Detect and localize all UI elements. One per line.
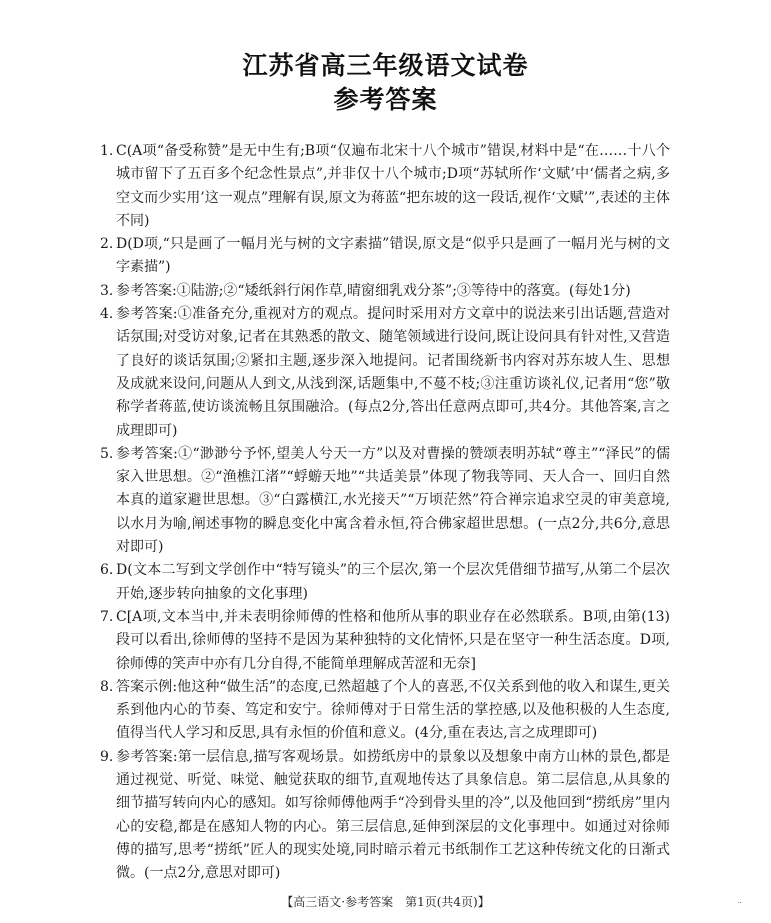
- answer-item-8: [100, 676, 670, 746]
- answer-text: D(文本二写到文学创作中“特写镜头”的三个层次,第一个层次凭借细节描写,从第二个层次开始,逐步转向抽象的文化事理): [116, 562, 670, 602]
- answer-number: 8.: [100, 678, 114, 695]
- answer-text: D(D项,“只是画了一幅月光与树的文字素描”错误,原文是“似乎只是画了一幅月光与树的文字素描”): [116, 236, 670, 276]
- answer-text: 答案示例:他这种“做生活”的态度,已然超越了个人的喜恶,不仅关系到他的收入和谋生,更关系到他内心的节奏、笃定和安宁。徐师傅对于日常生活的掌控感,以及他积极的人生态度,值得当代人学习和反思,具有永恒的价值和意义。(4分,重在表达,言之成理即可): [116, 678, 670, 742]
- answer-item-5: [100, 443, 670, 559]
- answer-item-2: [100, 233, 670, 280]
- answer-text: 参考答案:第一层信息,描写客观场景。如捞纸房中的景象以及想象中南方山林的景色,都是通过视觉、听觉、味觉、触觉获取的细节,直观地传达了具象信息。第二层信息,从具象的细节描写转向内心的感知。如写徐师傅他两手“冷到骨头里的冷”,以及他回到“捞纸房”里内心的安稳,都是在感知人物的内心。第三层信息,延伸到深层的文化事理中。如通过对徐师傅的描写,思考“捞纸”匠人的现实处境,同时暗示着元书纸制作工艺这种传统文化的日渐式微。(一点2分,意思对即可): [116, 748, 670, 882]
- answer-item-4: [100, 303, 670, 443]
- answer-item-3: [100, 280, 670, 303]
- answer-number: 3.: [100, 282, 114, 299]
- answer-list: [100, 140, 670, 886]
- answer-number: 6.: [100, 562, 114, 579]
- answer-text: 参考答案:①陆游;②“矮纸斜行闲作草,晴窗细乳戏分茶”;③等待中的落寞。(每处1分): [116, 282, 631, 299]
- page-footer: 【高三语文·参考答案 第1页(共4页)】: [281, 895, 490, 909]
- answer-text: C(A项“备受称赞”是无中生有;B项“仅遍布北宋十八个城市”错误,材料中是“在……十八个城市留下了五百多个纪念性景点”,并非仅十八个城市;D项“苏轼所作‘文赋’中‘儒者之病,多空文而少实用’这一观点”理解有误,原文为蒋蓝“把东坡的这一段话,视作‘文赋’”,表述的主体不同): [116, 143, 670, 229]
- answer-text: C[A项,文本当中,并未表明徐师傅的性格和他所从事的职业存在必然联系。B项,由第(13)段可以看出,徐师傅的坚持不是因为某种独特的文化情怀,只是在坚守一种生活态度。D项,徐师傅的笑声中亦有几分自得,不能简单理解成苦涩和无奈]: [116, 608, 670, 672]
- answer-number: 9.: [100, 748, 114, 765]
- answer-number: 2.: [100, 236, 114, 253]
- answer-item-6: [100, 559, 670, 606]
- answer-item-7: [100, 606, 670, 676]
- answer-text: 参考答案:①准备充分,重视对方的观点。提问时采用对方文章中的说法来引出话题,营造对话氛围;对受访对象,记者在其熟悉的散文、随笔领域进行设问,既让设问具有针对性,又营造了良好的谈话氛围;②紧扣主题,逐步深入地提问。记者围绕新书内容对苏东坡人生、思想及成就来设问,问题从人到文,从浅到深,话题集中,不蔓不枝;③注重访谈礼仪,记者用“您”敬称学者蒋蓝,使访谈流畅且氛围融洽。(每点2分,答出任意两点即可,共4分。其他答案,言之成理即可): [116, 306, 670, 439]
- answer-number: 4.: [100, 306, 114, 323]
- answer-item-1: [100, 140, 670, 233]
- answer-number: 7.: [100, 608, 114, 625]
- answer-text: 参考答案:①“渺渺兮予怀,望美人兮天一方”以及对曹操的赞颂表明苏轼“尊主”“泽民”的儒家入世思想。②“渔樵江渚”“蜉蝣天地”“共适美景”体现了物我等同、天人合一、回归自然本真的道家避世思想。③“白露横江,水光接天”“万顷茫然”符合禅宗追求空灵的审美意境,以水月为喻,阐述事物的瞬息变化中寓含着永恒,符合佛家超世思想。(一点2分,共6分,意思对即可): [116, 445, 670, 556]
- answer-item-9: [100, 746, 670, 886]
- page-subtitle: 参考答案: [333, 85, 438, 114]
- page-title: 江苏省高三年级语文试卷: [242, 51, 529, 80]
- answer-number: 5.: [100, 445, 114, 462]
- corner-mark: ..: [737, 896, 743, 905]
- answer-number: 1.: [100, 143, 114, 159]
